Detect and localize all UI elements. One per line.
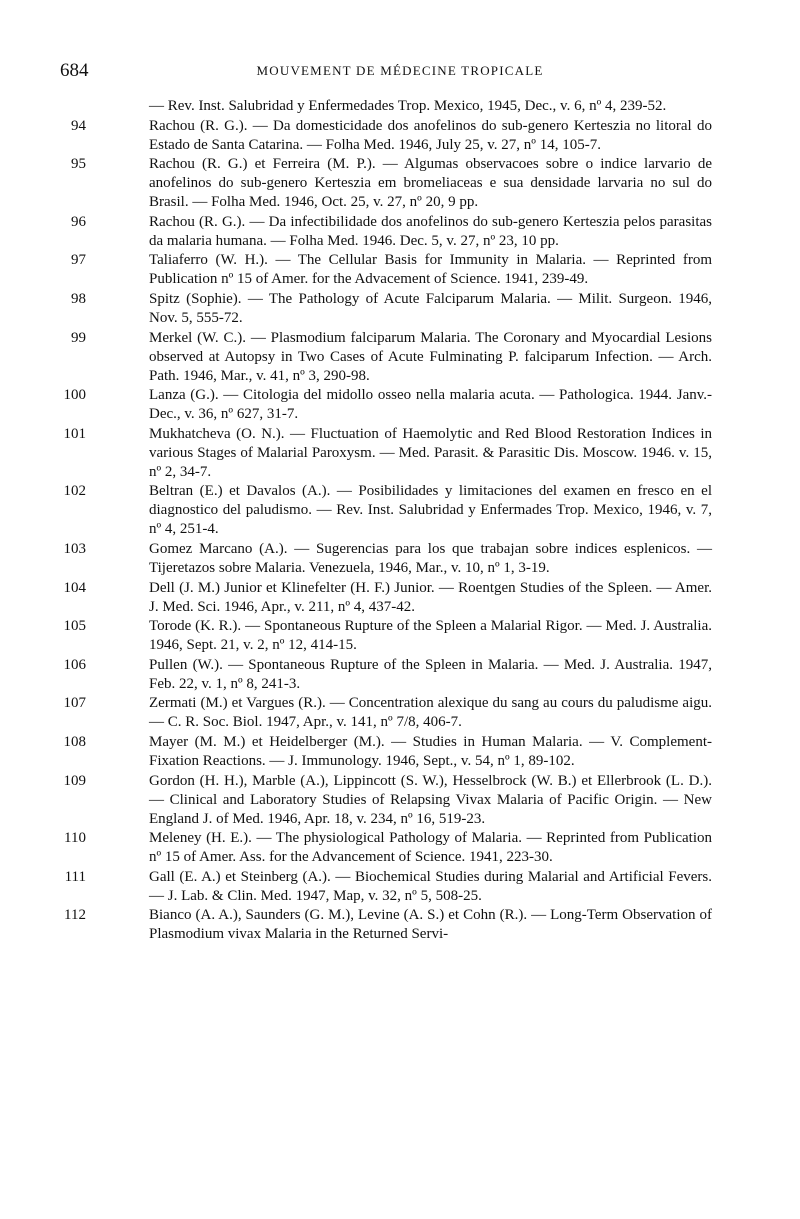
entry-number: 95 [71, 156, 86, 173]
entry-text: Taliaferro (W. H.). — The Cellular Basis for Immunity in Malaria. — Reprinted from Publication nº 15 of Amer. for the Advacement of Science. 1941, 239-49. [149, 252, 712, 288]
entry-number: 99 [71, 329, 86, 346]
entry-text: Gall (E. A.) et Steinberg (A.). — Biochemical Studies during Malarial and Artificial Fevers. — J. Lab. & Clin. Med. 1947, Map, v. 32, nº 5, 508-25. [149, 868, 712, 904]
page-number: 684 [60, 60, 89, 81]
bibliography-entry [62, 155, 712, 212]
entry-number: 108 [63, 733, 86, 750]
entry-number: 112 [64, 907, 86, 924]
entry-text: Meleney (H. E.). — The physiological Pathology of Malaria. — Reprinted from Publication nº 15 of Amer. Ass. for the Advancement of Science. 1941, 223-30. [149, 830, 712, 866]
entry-text: Merkel (W. C.). — Plasmodium falciparum Malaria. The Coronary and Myocardial Lesions observed at Autopsy in Two Cases of Acute Fulminating P. falciparum Infection. — Arch. Path. 1946, Mar., v. 41, nº 3, 290-98. [149, 329, 712, 384]
bibliography-entry [62, 482, 712, 539]
bibliography-entry [62, 829, 712, 867]
entry-text: Zermati (M.) et Vargues (R.). — Concentration alexique du sang au cours du paludisme aigu. — C. R. Soc. Biol. 1947, Apr., v. 141, nº 7/8, 406-7. [149, 695, 712, 731]
entry-text: Mukhatcheva (O. N.). — Fluctuation of Haemolytic and Red Blood Restoration Indices in various Stages of Malarial Paroxysm. — Med. Parasit. & Parasitic Dis. Moscow. 1946. v. 15, nº 2, 34-7. [149, 425, 712, 480]
bibliography-entry [62, 97, 712, 116]
bibliography-entry [62, 617, 712, 655]
entry-number: 111 [64, 868, 86, 885]
entry-number: 106 [63, 656, 86, 673]
entry-number: 110 [64, 830, 86, 847]
entry-number: 96 [71, 213, 86, 230]
entry-number: 94 [71, 117, 86, 134]
entry-number: 103 [63, 540, 86, 557]
bibliography-entry [62, 290, 712, 328]
entry-number: 107 [63, 695, 86, 712]
bibliography-entry [62, 694, 712, 732]
entry-text: Lanza (G.). — Citologia del midollo osseo nella malaria acuta. — Pathologica. 1944. Janv.-Dec., v. 36, nº 627, 31-7. [149, 387, 712, 423]
bibliography-entry [62, 579, 712, 617]
entry-number: 97 [71, 252, 86, 269]
running-title: MOUVEMENT DE MÉDECINE TROPICALE [256, 63, 544, 78]
bibliography-entry [62, 733, 712, 771]
bibliography-entry [62, 425, 712, 482]
entry-text: Pullen (W.). — Spontaneous Rupture of the Spleen in Malaria. — Med. J. Australia. 1947, Feb. 22, v. 1, nº 8, 241-3. [149, 656, 712, 692]
entry-text: — Rev. Inst. Salubridad y Enfermedades Trop. Mexico, 1945, Dec., v. 6, nº 4, 239-52. [149, 98, 667, 114]
entry-number: 109 [63, 772, 86, 789]
bibliography-entry [62, 251, 712, 289]
entry-text: Rachou (R. G.) et Ferreira (M. P.). — Algumas observacoes sobre o indice larvario de anofelinos do sub-genero Kerteszia em bromeliaceas e sua densidade larvaria no sul do Brasil. — Folha Med. 1946, Oct. 25, v. 27, nº 20, 9 pp. [149, 156, 712, 211]
bibliography-entry [62, 656, 712, 694]
entry-number: 98 [71, 290, 86, 307]
entry-text: Mayer (M. M.) et Heidelberger (M.). — Studies in Human Malaria. — V. Complement-Fixation Reactions. — J. Immunology. 1946, Sept., v. 54, nº 1, 89-102. [149, 733, 712, 769]
entry-text: Spitz (Sophie). — The Pathology of Acute Falciparum Malaria. — Milit. Surgeon. 1946, Nov. 5, 555-72. [149, 290, 712, 326]
bibliography-entry [62, 386, 712, 424]
bibliography-entry [62, 772, 712, 829]
entry-text: Rachou (R. G.). — Da domesticidade dos anofelinos do sub-genero Kerteszia no litoral do Estado de Santa Catarina. — Folha Med. 1946, July 25, v. 27, nº 14, 105-7. [149, 117, 712, 153]
entry-number: 105 [63, 618, 86, 635]
bibliography-entry [62, 868, 712, 906]
entry-text: Beltran (E.) et Davalos (A.). — Posibilidades y limitaciones del examen en fresco en el diagnostico del paludismo. — Rev. Inst. Salubridad y Enfermades Trop. Mexico, 1946, v. 7, nº 4, 251-4. [149, 483, 712, 538]
entry-text: Dell (J. M.) Junior et Klinefelter (H. F.) Junior. — Roentgen Studies of the Spleen. — Amer. J. Med. Sci. 1946, Apr., v. 211, nº 4, 437-42. [149, 579, 712, 615]
entry-number: 102 [63, 483, 86, 500]
entry-text: Gordon (H. H.), Marble (A.), Lippincott (S. W.), Hesselbrock (W. B.) et Ellerbrook (L. D.). — Clinical and Laboratory Studies of Relapsing Vivax Malaria of Pacific Origin. — New England J. of Med. 1946, Apr. 18, v. 234, nº 16, 519-23. [149, 772, 712, 827]
bibliography-entry [62, 117, 712, 155]
bibliography-entry [62, 906, 712, 944]
entry-text: Torode (K. R.). — Spontaneous Rupture of the Spleen a Malarial Rigor. — Med. J. Australia. 1946, Sept. 21, v. 2, nº 12, 414-15. [149, 618, 712, 654]
entry-text: Rachou (R. G.). — Da infectibilidade dos anofelinos do sub-genero Kerteszia pelos parasitas da malaria humana. — Folha Med. 1946. Dec. 5, v. 27, nº 23, 10 pp. [149, 213, 712, 249]
entry-text: Gomez Marcano (A.). — Sugerencias para los que trabajan sobre indices esplenicos. — Tijeretazos sobre Malaria. Venezuela, 1946, Mar., v. 10, nº 1, 3-19. [149, 540, 712, 576]
entry-number: 101 [63, 425, 86, 442]
bibliography-list [62, 97, 712, 945]
entry-number: 100 [63, 387, 86, 404]
bibliography-entry [62, 540, 712, 578]
bibliography-entry [62, 213, 712, 251]
entry-number: 104 [63, 579, 86, 596]
entry-text: Bianco (A. A.), Saunders (G. M.), Levine (A. S.) et Cohn (R.). — Long-Term Observation of Plasmodium vivax Malaria in the Returned Servi- [149, 907, 712, 943]
bibliography-entry [62, 329, 712, 386]
